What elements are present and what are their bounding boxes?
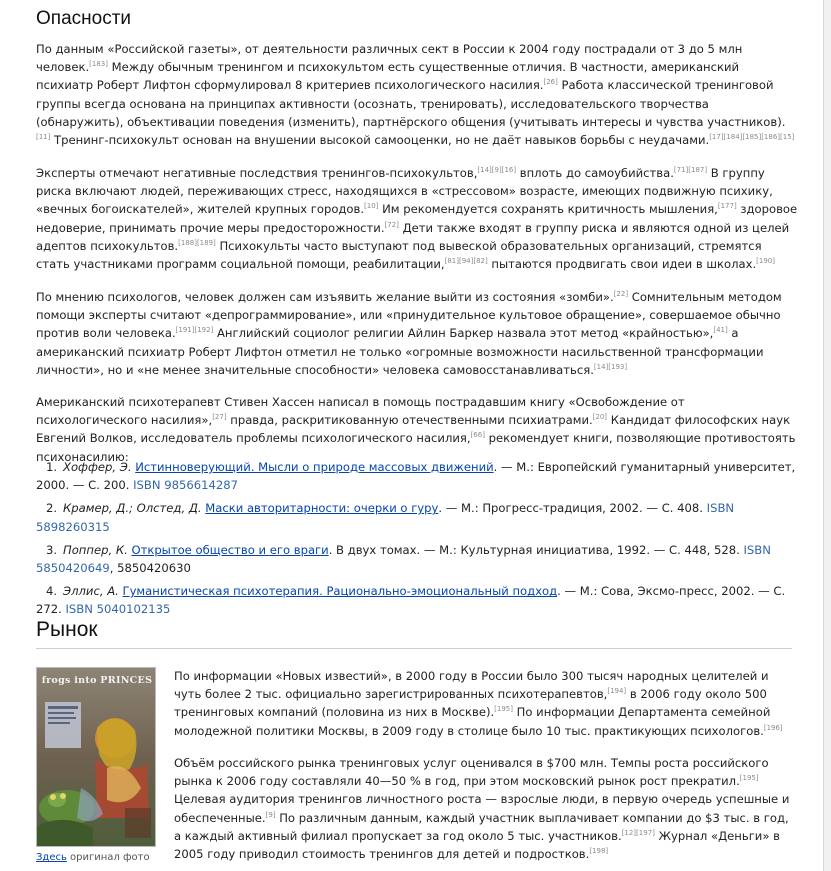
- text-run: Психокульты часто выступают под вывеской образовательных организаций, стремятся стать участниками программ социальной помощи, реабилитации,: [36, 238, 762, 272]
- paragraph: [36, 288, 798, 379]
- isbn-link[interactable]: ISBN 5040102135: [65, 602, 171, 617]
- text-run: Дети также входят в группу риска и являются одной из целей адептов психокультов.: [36, 220, 790, 253]
- citation-ref[interactable]: [26]: [543, 78, 558, 87]
- text-run: Журнал «Деньги» в 2005 году приводил стоимость тренингов для детей и подростков.: [174, 828, 780, 862]
- citation-ref[interactable]: [81][94][82]: [444, 257, 488, 266]
- image-caption: [36, 852, 150, 863]
- text-run: пытаются продвигать свои идеи в школах.: [487, 257, 757, 272]
- book-details: . В двух томах. — М.: Культурная инициатива, 1992. — С. 448, 528.: [328, 542, 744, 557]
- citation-ref[interactable]: [177]: [717, 202, 737, 211]
- text-run: правда, раскритикованную отечественными психиатрами.: [226, 413, 593, 428]
- citation-ref[interactable]: [14][9][16]: [477, 166, 517, 175]
- citation-ref[interactable]: [188][189]: [178, 238, 216, 247]
- book-title-link[interactable]: Истинноверующий. Мысли о природе массовых движений: [135, 460, 494, 474]
- book-list-item: [36, 541, 798, 577]
- book-list-item: [36, 458, 798, 494]
- book-author: Крамер, Д.; Олстед, Д.: [63, 501, 206, 516]
- citation-ref[interactable]: [9]: [265, 810, 276, 819]
- scrollbar[interactable]: [824, 0, 831, 871]
- citation-ref[interactable]: [20]: [592, 413, 608, 422]
- citation-ref[interactable]: [190]: [756, 257, 775, 266]
- book-details: . — М.: Сова, Эксмо-пресс, 2002. — С. 272.: [36, 584, 786, 617]
- text-run: Им рекомендуется сохранять критичность мышления,: [378, 202, 718, 217]
- book-list-item: [36, 582, 798, 618]
- citation-ref[interactable]: [194]: [607, 687, 627, 696]
- paragraph: [174, 667, 798, 740]
- citation-ref[interactable]: [72]: [384, 220, 399, 229]
- text-run: В группу риска включают людей, переживающих стресс, находящихся в «стрессовом» возрасте, имеющих подвижную психику, «вечных богоискателей», жителей крупных городов.: [36, 166, 773, 217]
- paragraph: [36, 164, 798, 273]
- book-details: . — М.: Европейский гуманитарный университет, 2000. — С. 200.: [36, 460, 796, 493]
- paragraph: [174, 754, 798, 863]
- isbn-link[interactable]: ISBN 9856614287: [133, 478, 238, 493]
- book-author: Хоффер, Э.: [63, 460, 136, 474]
- section-heading-danger: Опасности: [36, 8, 132, 29]
- book-cover-image[interactable]: [36, 667, 156, 847]
- citation-ref[interactable]: [14][193]: [593, 362, 628, 371]
- text-run: Английский социолог религии Айлин Баркер назвала этот метод «крайностью»,: [213, 326, 714, 341]
- citation-ref[interactable]: [191][192]: [175, 326, 214, 335]
- text-run: Сомнительным методом помощи эксперты считают «депрограммирование», или «принудительное культовое обращение», совершаемое обычно против воли человека.: [36, 290, 782, 341]
- citation-ref[interactable]: [66]: [470, 431, 485, 440]
- text-run: Целевая аудитория тренингов личностного роста — взрослые люди, в первую очередь успешные и обеспеченные.: [174, 792, 790, 825]
- isbn-extra: , 5850420630: [109, 561, 191, 576]
- text-run: По информации «Новых известий», в 2000 году в России было 300 тысяч народных целителей и чуть более 2 тыс. официально зарегистрированных психотерапевтов,: [174, 669, 769, 702]
- text-run: По различным данным, каждый участник выплачивает компании до $3 тыс. в год, а каждый активный филиал пропускает за год около 5 тыс. участников.: [174, 810, 789, 843]
- book-cover-title: frogs into PRINCES: [41, 675, 153, 686]
- paragraph: [36, 40, 798, 149]
- text-run: Тренинг-психокульт основан на внушении высокой самооценки, но не даёт навыков борьбы с неудачами.: [50, 133, 710, 148]
- list-number: 4.: [46, 584, 58, 599]
- text-run: Американский психотерапевт Стивен Хассен написал в помощь пострадавшим книгу «Освобождение от психологического насилия»,: [36, 395, 685, 428]
- book-title-link[interactable]: Гуманистическая психотерапия. Рационально-эмоциональный подход: [122, 584, 558, 599]
- book-author: Поппер, К.: [63, 542, 132, 557]
- list-number: 1.: [46, 460, 58, 474]
- citation-ref[interactable]: [196]: [763, 723, 783, 732]
- book-title-link[interactable]: Открытое общество и его враги: [131, 542, 329, 557]
- text-run: здоровое недоверие, принимать прочие меры предосторожности.: [36, 202, 798, 235]
- text-run: По данным «Российской газеты», от деятельности различных сект в России к 2004 году пострадали от 3 до 5 млн человек.: [36, 42, 743, 75]
- citation-ref[interactable]: [27]: [212, 413, 227, 422]
- list-number: 2.: [46, 501, 58, 516]
- book-title-link[interactable]: Маски авторитарности: очерки о гуру: [205, 501, 439, 516]
- citation-ref[interactable]: [71][187]: [673, 166, 708, 175]
- isbn-link[interactable]: ISBN 5850420649: [36, 542, 771, 576]
- book-cover-illustration: [37, 668, 156, 847]
- citation-ref[interactable]: [183]: [89, 60, 108, 69]
- text-run: По информации Департамента семейной молодежной политики Москвы, в 2009 году в столице было 10 тыс. практикующих психологов.: [174, 705, 771, 738]
- text-run: Между обычным тренингом и психокультом есть существенные отличия. В частности, американский психиатр Роберт Лифтон сформулировал 8 критериев психологического насилия.: [36, 60, 740, 93]
- book-list: [36, 458, 798, 624]
- citation-ref[interactable]: [10]: [364, 202, 379, 211]
- text-run: в 2006 году около 500 тренинговых компаний (половина из них в Москве).: [174, 687, 767, 720]
- caption-text: оригинал фото: [66, 852, 150, 863]
- text-run: Объём российского рынка тренинговых услуг оценивался в $700 млн. Темпы роста российского рынка к 2006 году составляли 40—50 % в год, при этом московский рынок рост прекратил.: [174, 756, 769, 789]
- paragraph: [36, 393, 798, 466]
- citation-ref[interactable]: [41]: [713, 326, 728, 335]
- citation-ref[interactable]: [22]: [613, 290, 629, 299]
- text-run: рекомендует книги, позволяющие противостоять психонасилию:: [36, 431, 796, 464]
- book-author: Эллис, А.: [63, 584, 123, 599]
- text-run: Кандидат философских наук Евгений Волков, исследователь проблемы психологического насилия,: [36, 413, 791, 446]
- citation-ref[interactable]: [198]: [589, 847, 609, 856]
- citation-ref[interactable]: [11]: [36, 133, 51, 142]
- citation-ref[interactable]: [195]: [739, 774, 759, 783]
- citation-ref[interactable]: [12][197]: [621, 828, 655, 837]
- book-details: . — М.: Прогресс-традиция, 2002. — С. 408.: [438, 501, 707, 516]
- citation-ref[interactable]: [195]: [494, 705, 513, 714]
- section-heading-market: Рынок: [36, 618, 792, 649]
- list-number: 3.: [46, 542, 58, 557]
- original-photo-link[interactable]: Здесь: [36, 852, 67, 863]
- text-run: По мнению психологов, человек должен сам изъявить желание выйти из состояния «зомби».: [36, 290, 614, 304]
- book-list-item: [36, 499, 798, 535]
- text-run: вплоть до самоубийства.: [516, 166, 674, 180]
- text-run: Эксперты отмечают негативные последствия тренингов-психокультов,: [36, 166, 478, 180]
- text-run: Работа классической тренинговой группы всегда основана на принципах активности (осознать, тренировать), исследовательского творчества (обнаружить), объективации поведения (изменить), партнёрского общения (учитывать интересы и чувства участников).: [36, 78, 786, 129]
- citation-ref[interactable]: [17][184][185][186][15]: [709, 133, 795, 142]
- text-run: а американский психиатр Роберт Лифтон отметил не только «огромные возможности насильственной трансформации личности», но и «не менее значительные способности» человека самовосстанавливаться.: [36, 326, 764, 377]
- isbn-link[interactable]: ISBN 5898260315: [36, 501, 735, 534]
